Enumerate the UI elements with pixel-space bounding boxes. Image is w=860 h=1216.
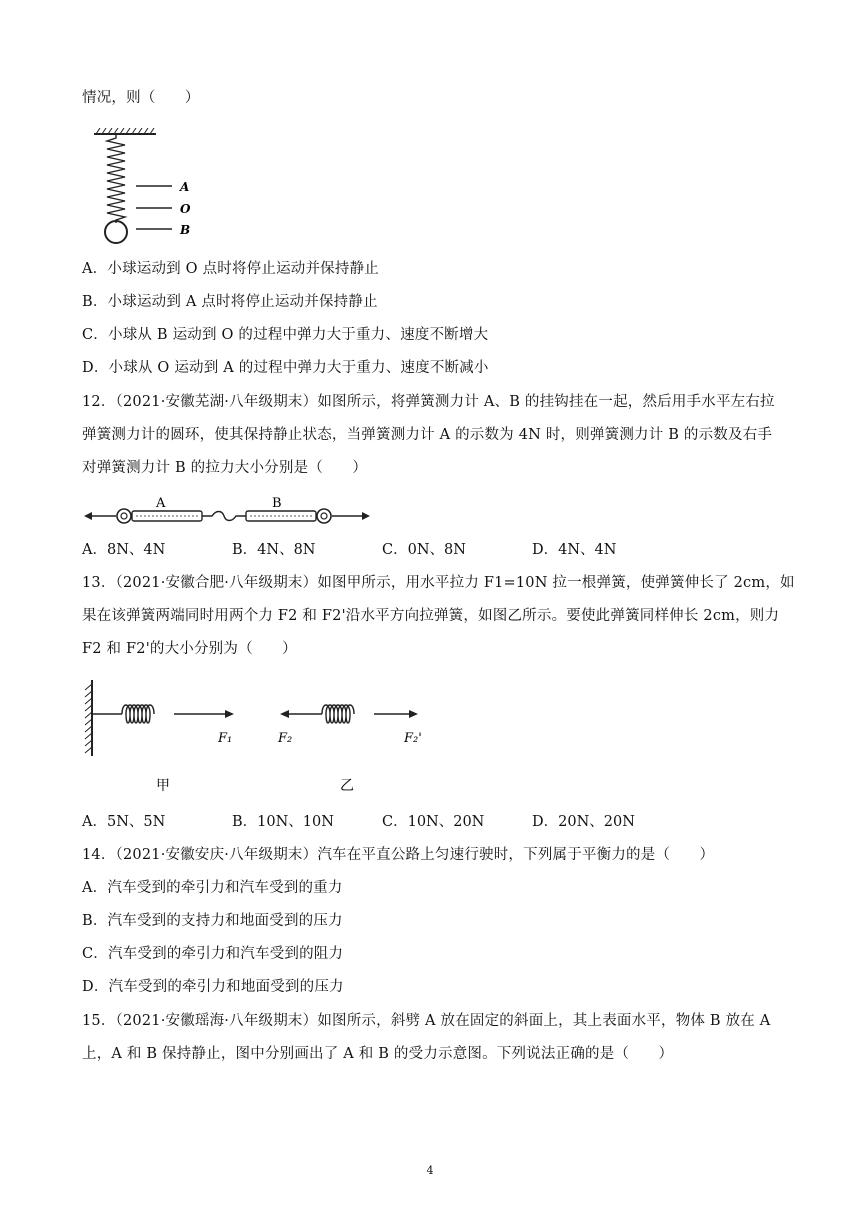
spring-ball-figure (94, 128, 204, 246)
q12-option-d: D．4N、4N (532, 542, 617, 558)
q13-stem-line-3: F2 和 F2'的大小分别为（ ） (82, 641, 297, 657)
q13-option-d: D．20N、20N (532, 814, 635, 830)
label-b: B (180, 223, 191, 237)
q12-option-c: C．0N、8N (382, 542, 466, 558)
two-spring-figure (82, 676, 442, 794)
q13-option-a: A．5N、5N (82, 814, 166, 830)
f1-label: F₁ (218, 731, 233, 746)
q15-stem-line-1: 15．（2021·安徽瑶海·八年级期末）如图所示，斜劈 A 放在固定的斜面上，其上表面水平，物体 B 放在 A (82, 1013, 771, 1029)
scale-a-label: A (156, 496, 166, 511)
figure-jia-label: 甲 (156, 778, 170, 794)
f2-prime-label: F₂' (404, 731, 422, 746)
q12-stem-line-1: 12．（2021·安徽芜湖·八年级期末）如图所示，将弹簧测力计 A、B 的挂钩挂在一起，然后用手水平左右拉 (82, 394, 775, 410)
q12-stem-line-3: 对弹簧测力计 B 的拉力大小分别是（ ） (82, 460, 368, 476)
q14-stem: 14．（2021·安徽安庆·八年级期末）汽车在平直公路上匀速行驶时，下列属于平衡力的是（ ） (82, 847, 715, 863)
q11-option-b: B．小球运动到 A 点时将停止运动并保持静止 (82, 294, 378, 310)
q14-option-d: D．汽车受到的牵引力和地面受到的压力 (82, 979, 344, 995)
label-a: A (180, 180, 190, 194)
q12-option-b: B．4N、8N (232, 542, 316, 558)
q12-option-a: A．8N、4N (82, 542, 166, 558)
page-number: 4 (426, 1164, 434, 1177)
f2-label: F₂ (278, 731, 293, 746)
q11-option-c: C．小球从 B 运动到 O 的过程中弹力大于重力、速度不断增大 (82, 327, 489, 343)
label-o: O (180, 202, 191, 216)
q14-option-a: A．汽车受到的牵引力和汽车受到的重力 (82, 880, 343, 896)
q11-option-a: A．小球运动到 O 点时将停止运动并保持静止 (82, 261, 379, 277)
figure-yi-label: 乙 (340, 778, 354, 794)
q13-option-b: B．10N、10N (232, 814, 334, 830)
q11-stem-tail: 情况，则（ ） (82, 90, 200, 106)
q13-option-c: C．10N、20N (382, 814, 485, 830)
q11-option-d: D．小球从 O 运动到 A 的过程中弹力大于重力、速度不断减小 (82, 360, 489, 376)
q13-stem-line-1: 13．（2021·安徽合肥·八年级期末）如图甲所示，用水平拉力 F1=10N 拉一根弹簧，使弹簧伸长了 2cm，如 (82, 575, 795, 591)
q13-stem-line-2: 果在该弹簧两端同时用两个力 F2 和 F2'沿水平方向拉弹簧，如图乙所示。要使此弹簧同样伸长 2cm，则力 (82, 608, 780, 624)
q14-option-c: C．汽车受到的牵引力和汽车受到的阻力 (82, 946, 344, 962)
q12-stem-line-2: 弹簧测力计的圆环，使其保持静止状态，当弹簧测力计 A 的示数为 4N 时，则弹簧测力计 B 的示数及右手 (82, 427, 773, 443)
q15-stem-line-2: 上，A 和 B 保持静止，图中分别画出了 A 和 B 的受力示意图。下列说法正确的是（ ） (82, 1046, 674, 1062)
spring-scales-figure (84, 494, 374, 528)
q14-option-b: B．汽车受到的支持力和地面受到的压力 (82, 913, 343, 929)
scale-b-label: B (272, 496, 282, 511)
